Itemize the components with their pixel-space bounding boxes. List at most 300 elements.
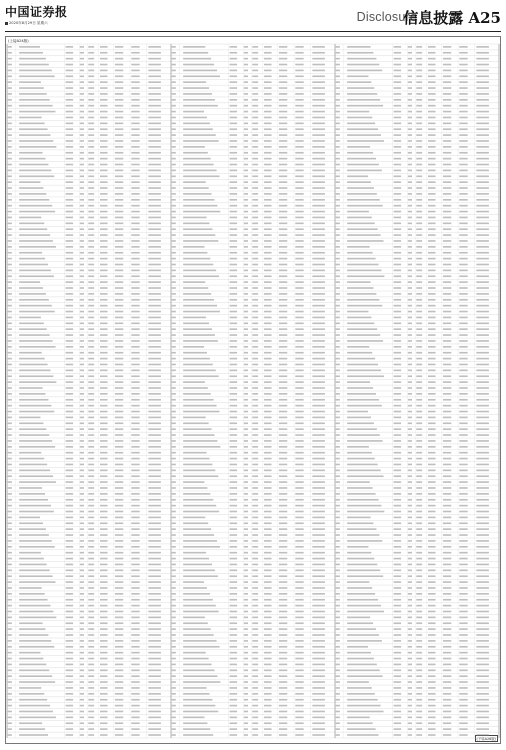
table-cell-text (264, 599, 272, 601)
table-cell-text (459, 640, 467, 642)
table-cell-text (252, 575, 258, 577)
table-cell-text (183, 346, 204, 348)
table-cell-text (131, 175, 139, 177)
table-cell-text (264, 664, 272, 666)
table-cell-text (8, 540, 12, 542)
table-cell-text (131, 658, 139, 660)
table-cell-text (115, 393, 123, 395)
table-cell-text (115, 64, 123, 66)
table-cell-text (115, 546, 123, 548)
table-cell-text (312, 446, 325, 448)
table-cell-text (312, 728, 325, 730)
table-cell-text (230, 328, 238, 330)
table-cell-text (148, 375, 161, 377)
table-cell-text (80, 275, 84, 277)
table-cell-text (443, 481, 451, 483)
table-cell-text (252, 393, 258, 395)
table-cell-text (394, 681, 402, 683)
table-cell-text (295, 640, 303, 642)
table-cell-text (172, 522, 176, 524)
table-cell-text (428, 175, 436, 177)
table-cell-text (408, 475, 412, 477)
table-cell-text (244, 640, 248, 642)
table-cell-text (66, 417, 74, 419)
table-cell-text (148, 346, 161, 348)
table-cell-text (66, 46, 74, 48)
table-cell-text (115, 405, 123, 407)
table-cell-text (8, 175, 12, 177)
table-cell-text (230, 81, 238, 83)
table-cell-text (408, 605, 412, 607)
table-cell-text (347, 452, 372, 454)
table-cell-text (295, 675, 303, 677)
table-cell-text (115, 270, 123, 272)
table-cell-text (408, 164, 412, 166)
table-cell-text (347, 270, 381, 272)
table-cell-text (172, 493, 176, 495)
table-cell-text (443, 87, 451, 89)
table-cell-text (100, 617, 108, 619)
table-cell-text (264, 240, 272, 242)
table-cell-text (148, 634, 161, 636)
table-cell-text (295, 569, 303, 571)
table-cell-text (336, 164, 340, 166)
table-cell-text (312, 99, 325, 101)
table-cell-text (244, 734, 248, 736)
table-cell-text (148, 146, 161, 148)
table-cell-text (8, 199, 12, 201)
table-cell-text (459, 123, 467, 125)
table-cell-text (394, 317, 402, 319)
table-cell-text (88, 187, 94, 189)
table-cell-text (8, 487, 12, 489)
table-cell-text (279, 123, 287, 125)
table-cell-text (336, 722, 340, 724)
table-cell-text (264, 669, 272, 671)
table-cell-text (264, 334, 272, 336)
table-cell-text (295, 270, 303, 272)
table-cell-text (459, 228, 467, 230)
table-cell-text (19, 328, 47, 330)
table-cell-text (244, 340, 248, 342)
table-cell-text (66, 128, 74, 130)
table-cell-text (8, 640, 12, 642)
table-cell-text (19, 264, 48, 266)
table-cell-text (183, 252, 207, 254)
table-cell-text (100, 387, 108, 389)
table-cell-text (100, 628, 108, 630)
table-cell-text (80, 146, 84, 148)
table-cell-text (459, 452, 467, 454)
table-cell-text (416, 593, 422, 595)
table-cell-text (443, 299, 451, 301)
table-cell-text (443, 93, 451, 95)
table-cell-text (279, 140, 287, 142)
table-cell-text (8, 134, 12, 136)
table-cell-text (230, 381, 238, 383)
table-cell-text (394, 305, 402, 307)
table-cell-text (336, 352, 340, 354)
table-cell-text (66, 175, 74, 177)
table-cell-text (312, 322, 325, 324)
dateline-text: 2020年8月29日 星期六 (9, 21, 48, 25)
table-cell-text (476, 75, 489, 77)
table-cell-text (428, 528, 436, 530)
table-cell-text (148, 681, 161, 683)
table-cell-text (252, 493, 258, 495)
table-cell-text (459, 134, 467, 136)
table-cell-text (443, 58, 451, 60)
table-cell-text (244, 511, 248, 513)
table-cell-text (172, 287, 176, 289)
table-cell-text (443, 387, 451, 389)
table-cell-text (100, 558, 108, 560)
table-cell-text (183, 175, 219, 177)
table-cell-text (279, 640, 287, 642)
table-cell-text (230, 711, 238, 713)
table-cell-text (336, 305, 340, 307)
table-cell-text (394, 734, 402, 736)
table-cell-text (19, 252, 42, 254)
table-cell-text (230, 252, 238, 254)
table-cell-text (80, 605, 84, 607)
table-cell-text (476, 640, 489, 642)
table-cell-text (148, 305, 161, 307)
table-cell-text (336, 558, 340, 560)
table-cell-text (131, 334, 139, 336)
table-cell-text (244, 693, 248, 695)
table-cell-text (443, 381, 451, 383)
table-cell-text (19, 587, 42, 589)
table-cell-text (252, 534, 258, 536)
table-cell-text (347, 99, 380, 101)
table-cell-text (131, 322, 139, 324)
table-cell-text (394, 322, 402, 324)
table-cell-text (279, 234, 287, 236)
table-cell-text (428, 287, 436, 289)
table-cell-text (347, 293, 376, 295)
table-cell-text (428, 305, 436, 307)
table-cell-text (416, 470, 422, 472)
table-cell-text (115, 187, 123, 189)
table-cell-text (459, 675, 467, 677)
table-cell-text (131, 446, 139, 448)
table-cell-text (131, 158, 139, 160)
table-cell-text (80, 728, 84, 730)
table-cell-text (476, 123, 489, 125)
table-cell-text (244, 158, 248, 160)
table-cell-text (394, 587, 402, 589)
table-cell-text (19, 505, 51, 507)
table-cell-text (115, 146, 123, 148)
table-cell-text (408, 305, 412, 307)
table-cell-text (416, 558, 422, 560)
table-cell-text (252, 164, 258, 166)
newspaper-logo: 中国证券报 (5, 5, 68, 19)
table-cell-text (148, 328, 161, 330)
table-cell-text (80, 117, 84, 119)
table-cell-text (19, 717, 56, 719)
table-cell-text (459, 734, 467, 736)
table-cell-text (252, 222, 258, 224)
table-cell-text (19, 522, 43, 524)
table-cell-text (416, 264, 422, 266)
table-cell-text (131, 293, 139, 295)
table-cell-text (88, 634, 94, 636)
table-cell-text (347, 569, 380, 571)
table-cell-text (80, 681, 84, 683)
table-cell-text (131, 617, 139, 619)
table-cell-text (131, 528, 139, 530)
table-cell-text (252, 481, 258, 483)
table-cell-text (131, 475, 139, 477)
table-cell-text (183, 728, 210, 730)
table-cell-text (80, 81, 84, 83)
table-cell-text (336, 687, 340, 689)
table-cell-text (183, 446, 220, 448)
table-cell-text (295, 399, 303, 401)
table-cell-text (80, 140, 84, 142)
table-cell-text (459, 381, 467, 383)
table-cell-text (88, 675, 94, 677)
table-cell-text (66, 87, 74, 89)
table-cell-text (443, 281, 451, 283)
table-cell-text (100, 458, 108, 460)
table-cell-text (476, 628, 489, 630)
table-cell-text (172, 81, 176, 83)
table-cell-text (394, 422, 402, 424)
table-cell-text (336, 64, 340, 66)
table-cell-text (244, 681, 248, 683)
table-cell-text (347, 358, 375, 360)
table-cell-text (19, 46, 40, 48)
table-cell-text (295, 681, 303, 683)
table-cell-text (336, 511, 340, 513)
table-cell-text (476, 493, 489, 495)
table-cell-text (476, 46, 489, 48)
table-cell-text (459, 311, 467, 313)
table-cell-text (66, 311, 74, 313)
table-cell-text (295, 175, 303, 177)
table-cell-text (443, 264, 451, 266)
table-cell-text (252, 264, 258, 266)
table-cell-text (131, 164, 139, 166)
table-cell-text (459, 599, 467, 601)
table-cell-text (252, 328, 258, 330)
table-cell-text (230, 452, 238, 454)
table-cell-text (264, 411, 272, 413)
table-cell-text (172, 328, 176, 330)
table-cell-text (428, 475, 436, 477)
table-cell-text (8, 81, 12, 83)
table-cell-text (443, 664, 451, 666)
table-cell-text (19, 646, 54, 648)
table-cell-text (416, 358, 422, 360)
table-cell-text (88, 552, 94, 554)
table-cell-text (115, 511, 123, 513)
table-cell-text (295, 422, 303, 424)
table-cell-text (172, 352, 176, 354)
table-cell-text (279, 669, 287, 671)
table-cell-text (347, 81, 371, 83)
table-cell-text (8, 440, 12, 442)
table-cell-text (416, 599, 422, 601)
table-cell-text (428, 152, 436, 154)
table-cell-text (279, 346, 287, 348)
table-cell-text (183, 299, 214, 301)
table-cell-text (172, 605, 176, 607)
table-cell-text (100, 52, 108, 54)
table-cell-text (244, 193, 248, 195)
table-cell-text (172, 422, 176, 424)
table-cell-text (66, 475, 74, 477)
table-cell-text (476, 264, 489, 266)
table-cell-text (115, 370, 123, 372)
table-cell-text (295, 217, 303, 219)
table-cell-text (88, 81, 94, 83)
table-cell-text (408, 205, 412, 207)
table-cell-text (230, 305, 238, 307)
table-cell-text (244, 117, 248, 119)
table-cell-text (131, 470, 139, 472)
table-cell-text (148, 422, 161, 424)
table-cell-text (336, 370, 340, 372)
table-cell-text (428, 340, 436, 342)
table-cell-text (476, 422, 489, 424)
table-cell-text (183, 317, 206, 319)
table-cell-text (183, 52, 208, 54)
table-cell-text (394, 487, 402, 489)
table-cell-text (279, 446, 287, 448)
table-cell-text (443, 646, 451, 648)
table-cell-text (443, 258, 451, 260)
table-cell-text (100, 664, 108, 666)
table-cell-text (443, 81, 451, 83)
table-cell-text (295, 187, 303, 189)
table-cell-text (408, 240, 412, 242)
table-cell-text (394, 528, 402, 530)
table-cell-text (408, 640, 412, 642)
table-cell-text (8, 75, 12, 77)
table-cell-text (80, 428, 84, 430)
table-cell-text (100, 540, 108, 542)
table-cell-text (115, 634, 123, 636)
table-cell-text (19, 181, 40, 183)
table-cell-text (347, 652, 371, 654)
table-cell-text (115, 134, 123, 136)
table-cell-text (279, 128, 287, 130)
table-cell-text (183, 481, 204, 483)
table-cell-text (443, 352, 451, 354)
table-cell-text (476, 734, 489, 736)
table-cell-text (80, 434, 84, 436)
table-cell-text (408, 264, 412, 266)
table-cell-text (252, 58, 258, 60)
table-cell-text (66, 493, 74, 495)
table-cell-text (115, 375, 123, 377)
table-cell-text (244, 370, 248, 372)
table-cell-text (408, 158, 412, 160)
table-cell-text (115, 540, 123, 542)
table-cell-text (19, 528, 46, 530)
table-cell-text (172, 517, 176, 519)
table-cell-text (230, 505, 238, 507)
table-cell-text (408, 170, 412, 172)
table-cell-text (88, 546, 94, 548)
table-cell-text (66, 522, 74, 524)
table-cell-text (100, 240, 108, 242)
table-cell-text (476, 70, 489, 72)
table-cell-text (80, 158, 84, 160)
table-cell-text (66, 117, 74, 119)
table-cell-text (312, 234, 325, 236)
table-cell-text (394, 511, 402, 513)
table-cell-text (88, 52, 94, 54)
table-cell-text (230, 605, 238, 607)
table-cell-text (476, 475, 489, 477)
table-cell-text (172, 123, 176, 125)
table-cell-text (347, 381, 370, 383)
table-cell-text (312, 111, 325, 113)
table-cell-text (80, 505, 84, 507)
table-cell-text (279, 528, 287, 530)
table-cell-text (295, 158, 303, 160)
table-cell-text (408, 387, 412, 389)
table-cell-text (115, 334, 123, 336)
table-cell-text (264, 593, 272, 595)
table-cell-text (8, 728, 12, 730)
table-cell-text (230, 664, 238, 666)
table-cell-text (131, 652, 139, 654)
table-cell-text (230, 123, 238, 125)
table-cell-text (8, 428, 12, 430)
table-cell-text (66, 217, 74, 219)
table-cell-text (19, 658, 43, 660)
table-cell-text (443, 675, 451, 677)
table-cell-text (476, 181, 489, 183)
table-cell-text (394, 70, 402, 72)
table-cell-text (459, 446, 467, 448)
table-cell-text (244, 258, 248, 260)
table-cell-text (252, 593, 258, 595)
table-cell-text (80, 593, 84, 595)
table-cell-text (66, 693, 74, 695)
table-cell-text (279, 181, 287, 183)
table-cell-text (88, 375, 94, 377)
table-cell-text (88, 305, 94, 307)
table-cell-text (115, 569, 123, 571)
table-cell-text (312, 334, 325, 336)
table-cell-text (172, 617, 176, 619)
table-cell-text (295, 452, 303, 454)
table-cell-text (279, 599, 287, 601)
table-cell-text (244, 375, 248, 377)
table-cell-text (312, 46, 325, 48)
table-cell-text (252, 475, 258, 477)
table-cell-text (244, 146, 248, 148)
table-cell-text (279, 99, 287, 101)
table-cell-text (183, 64, 214, 66)
table-cell-text (336, 634, 340, 636)
table-cell-text (148, 517, 161, 519)
table-cell-text (295, 587, 303, 589)
table-cell-text (148, 493, 161, 495)
table-cell-text (80, 405, 84, 407)
table-cell-text (459, 199, 467, 201)
table-cell-text (66, 540, 74, 542)
table-cell-text (19, 693, 44, 695)
table-cell-text (131, 387, 139, 389)
